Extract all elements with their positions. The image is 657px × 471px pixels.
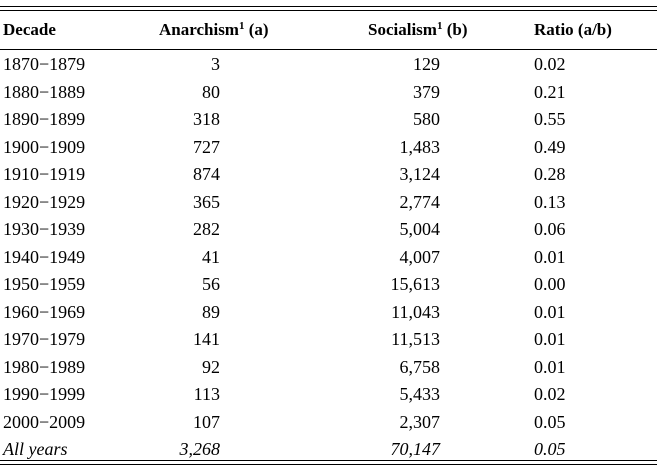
- header-socialism-label: Socialism: [368, 20, 437, 40]
- column-spacer: [220, 49, 340, 79]
- decade-cell: 1880−1889: [3, 81, 86, 102]
- column-spacer: [440, 409, 534, 437]
- decade-cell: 1970−1979: [3, 329, 86, 349]
- ratio-cell: 0.21: [534, 81, 566, 102]
- table-row: [0, 271, 657, 299]
- decade-cell: 1930−1939: [3, 219, 86, 239]
- table-row: [0, 216, 657, 244]
- table-row: [0, 244, 657, 272]
- column-spacer: [440, 326, 534, 354]
- socialism-cell: 5,004: [399, 219, 440, 239]
- anarchism-cell: 113: [193, 384, 220, 404]
- socialism-cell: 580: [413, 109, 440, 129]
- decade-cell: 1960−1969: [3, 301, 86, 322]
- anarchism-cell: 92: [202, 356, 220, 377]
- socialism-cell: 5,433: [399, 384, 440, 404]
- ratio-cell: 0.06: [534, 219, 566, 239]
- ratio-cell: 0.55: [534, 109, 566, 129]
- column-spacer: [440, 189, 534, 217]
- ratio-cell: 0.05: [534, 439, 566, 459]
- socialism-cell: 11,043: [391, 301, 440, 322]
- table-row: [0, 161, 657, 189]
- header-anarchism: [140, 11, 340, 49]
- column-spacer: [220, 299, 340, 327]
- ratio-cell: 0.01: [534, 301, 566, 322]
- decade-cell: 1990−1999: [3, 384, 86, 404]
- socialism-cell: 6,758: [399, 356, 440, 377]
- ratio-cell: 0.01: [534, 356, 566, 377]
- decade-cell: 1900−1909: [3, 136, 86, 157]
- anarchism-cell: 874: [193, 164, 220, 184]
- table-row: [0, 134, 657, 162]
- column-spacer: [220, 271, 340, 299]
- socialism-cell: 379: [413, 81, 440, 102]
- socialism-cell: 1,483: [399, 136, 440, 157]
- header-row: [0, 11, 657, 49]
- column-spacer: [440, 271, 534, 299]
- column-spacer: [440, 299, 534, 327]
- socialism-cell: 70,147: [390, 439, 440, 459]
- anarchism-cell: 727: [193, 136, 220, 157]
- decade-cell: 1940−1949: [3, 246, 86, 267]
- ratio-cell: 0.00: [534, 274, 566, 294]
- column-spacer: [440, 161, 534, 189]
- anarchism-cell: 141: [193, 329, 220, 349]
- table-body: [0, 49, 657, 464]
- decade-cell: 1910−1919: [3, 164, 86, 184]
- header-anarchism-label: Anarchism: [159, 20, 239, 40]
- column-spacer: [440, 381, 534, 409]
- top-rule-outer: [0, 6, 657, 7]
- anarchism-cell: 41: [202, 246, 220, 267]
- column-spacer: [220, 409, 340, 437]
- bottom-rule-outer: [0, 464, 657, 465]
- table-row: [0, 79, 657, 107]
- socialism-cell: 4,007: [399, 246, 440, 267]
- ratio-cell: 0.02: [534, 54, 566, 74]
- anarchism-cell: 107: [193, 411, 220, 432]
- column-spacer: [220, 106, 340, 134]
- ratio-cell: 0.05: [534, 411, 566, 432]
- column-spacer: [220, 354, 340, 382]
- column-spacer: [440, 106, 534, 134]
- anarchism-cell: 318: [193, 109, 220, 129]
- table-row: [0, 354, 657, 382]
- socialism-cell: 2,307: [399, 411, 440, 432]
- table-row: [0, 381, 657, 409]
- column-spacer: [220, 79, 340, 107]
- table-row: [0, 299, 657, 327]
- decade-cell: 1890−1899: [3, 109, 86, 129]
- anarchism-cell: 80: [202, 81, 220, 102]
- ratio-cell: 0.13: [534, 191, 566, 212]
- column-spacer: [220, 436, 340, 464]
- total-row: [0, 436, 657, 464]
- column-spacer: [440, 244, 534, 272]
- socialism-cell: 11,513: [391, 329, 440, 349]
- decade-table: [0, 11, 657, 464]
- column-spacer: [220, 244, 340, 272]
- ratio-cell: 0.01: [534, 329, 566, 349]
- table-row: [0, 409, 657, 437]
- header-ratio: Ratio (a/b): [534, 20, 612, 40]
- socialism-cell: 3,124: [399, 164, 440, 184]
- header-socialism: [340, 11, 534, 49]
- column-spacer: [440, 134, 534, 162]
- column-spacer: [440, 436, 534, 464]
- table-row: [0, 106, 657, 134]
- decade-cell: 1980−1989: [3, 356, 86, 377]
- ratio-cell: 0.01: [534, 246, 566, 267]
- socialism-cell: 129: [413, 54, 440, 74]
- anarchism-cell: 282: [193, 219, 220, 239]
- socialism-cell: 15,613: [390, 274, 440, 294]
- header-socialism-footnote: 1: [436, 20, 443, 33]
- decade-cell: 1920−1929: [3, 191, 86, 212]
- column-spacer: [440, 79, 534, 107]
- decade-cell: All years: [3, 439, 68, 459]
- column-spacer: [220, 381, 340, 409]
- socialism-cell: 2,774: [399, 191, 440, 212]
- anarchism-cell: 56: [202, 274, 220, 294]
- header-anarchism-suffix: (a): [244, 20, 269, 40]
- column-spacer: [220, 216, 340, 244]
- ratio-cell: 0.02: [534, 384, 566, 404]
- header-anarchism-footnote: 1: [238, 20, 245, 33]
- column-spacer: [220, 189, 340, 217]
- decade-cell: 1950−1959: [3, 274, 86, 294]
- ratio-cell: 0.28: [534, 164, 566, 184]
- column-spacer: [220, 161, 340, 189]
- column-spacer: [440, 216, 534, 244]
- header-socialism-suffix: (b): [442, 20, 468, 40]
- decade-cell: 1870−1879: [3, 54, 86, 74]
- column-spacer: [220, 134, 340, 162]
- header-decade: Decade: [3, 20, 56, 40]
- anarchism-cell: 89: [202, 301, 220, 322]
- anarchism-cell: 365: [193, 191, 220, 212]
- table-row: [0, 326, 657, 354]
- ratio-cell: 0.49: [534, 136, 566, 157]
- decade-cell: 2000−2009: [3, 411, 86, 432]
- column-spacer: [440, 49, 534, 79]
- table-row: [0, 49, 657, 79]
- anarchism-cell: 3,268: [179, 439, 220, 459]
- table-row: [0, 189, 657, 217]
- column-spacer: [220, 326, 340, 354]
- anarchism-cell: 3: [211, 54, 220, 74]
- column-spacer: [440, 354, 534, 382]
